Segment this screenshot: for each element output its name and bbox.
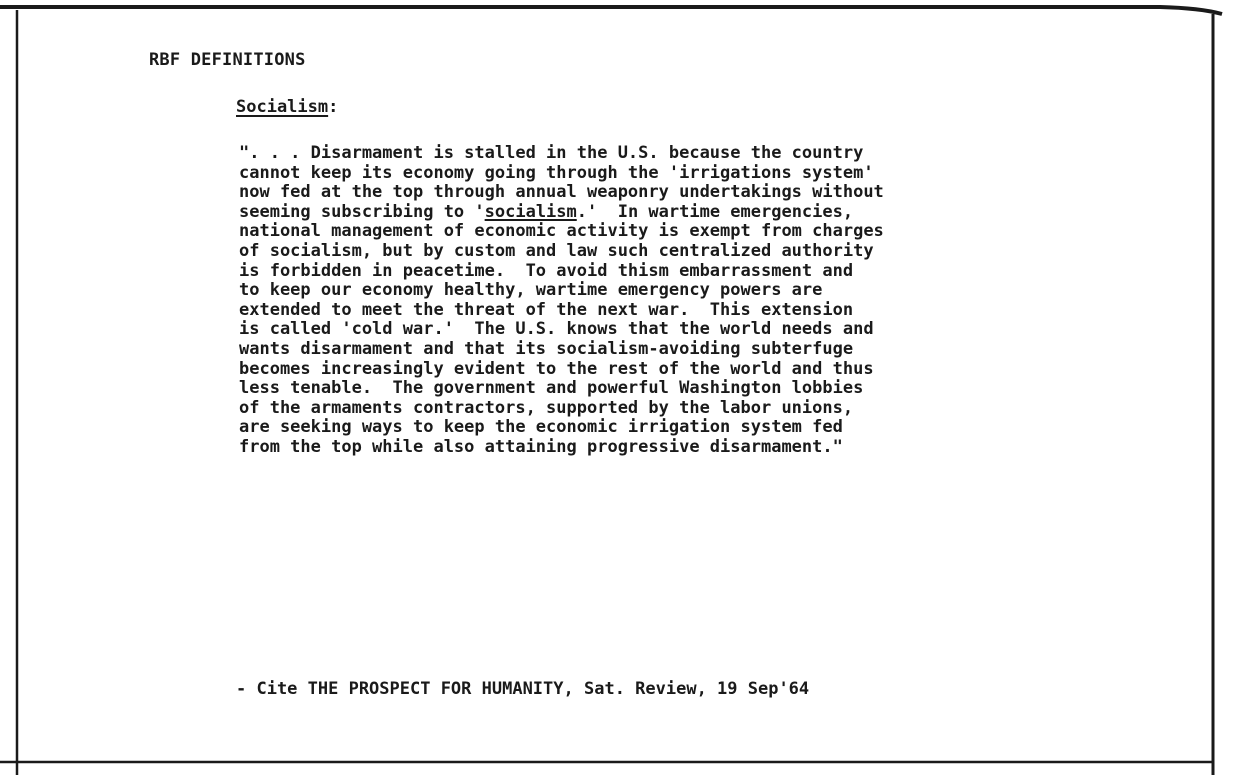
quote-line: cannot keep its economy going through the 'irrigations system': [239, 162, 874, 183]
term-label: [236, 97, 338, 117]
quote-fragment: .' In wartime emergencies,: [576, 201, 854, 222]
term-word: Socialism: [236, 97, 329, 117]
quote-line: national management of economic activity is exempt from charges: [239, 221, 884, 242]
quote-line: wants disarmament and that its socialism-avoiding subterfuge: [239, 338, 854, 359]
card-heading: RBF DEFINITIONS: [149, 50, 306, 70]
quote-line: now fed at the top through annual weaponry undertakings without: [239, 182, 884, 203]
quote-line: becomes increasingly evident to the rest of the world and thus: [239, 358, 874, 379]
quote-line: of socialism, but by custom and law such centralized authority: [239, 240, 874, 261]
quote-line: [239, 203, 1139, 223]
quote-line: is called 'cold war.' The U.S. knows that the world needs and: [239, 319, 874, 340]
quote-line: of the armaments contractors, supported by the labor unions,: [239, 397, 854, 418]
quote-line: is forbidden in peacetime. To avoid thism embarrassment and: [239, 260, 854, 281]
quote-line: extended to meet the threat of the next war. This extension: [239, 299, 854, 320]
top-edge: [0, 7, 1222, 14]
term-colon: :: [328, 97, 339, 117]
quote-line: less tenable. The government and powerful Washington lobbies: [239, 378, 864, 399]
quote-line: ". . . Disarmament is stalled in the U.S. because the country: [239, 143, 864, 163]
underlined-socialism: socialism: [484, 201, 577, 222]
definition-quote: [239, 144, 1139, 458]
quote-line: from the top while also attaining progressive disarmament.": [239, 436, 843, 457]
quote-line: are seeking ways to keep the economic irrigation system fed: [239, 417, 843, 438]
quote-line: to keep our economy healthy, wartime emergency powers are: [239, 280, 823, 301]
quote-fragment: seeming subscribing to ': [239, 201, 485, 222]
citation: - Cite THE PROSPECT FOR HUMANITY, Sat. Review, 19 Sep'64: [236, 679, 810, 699]
